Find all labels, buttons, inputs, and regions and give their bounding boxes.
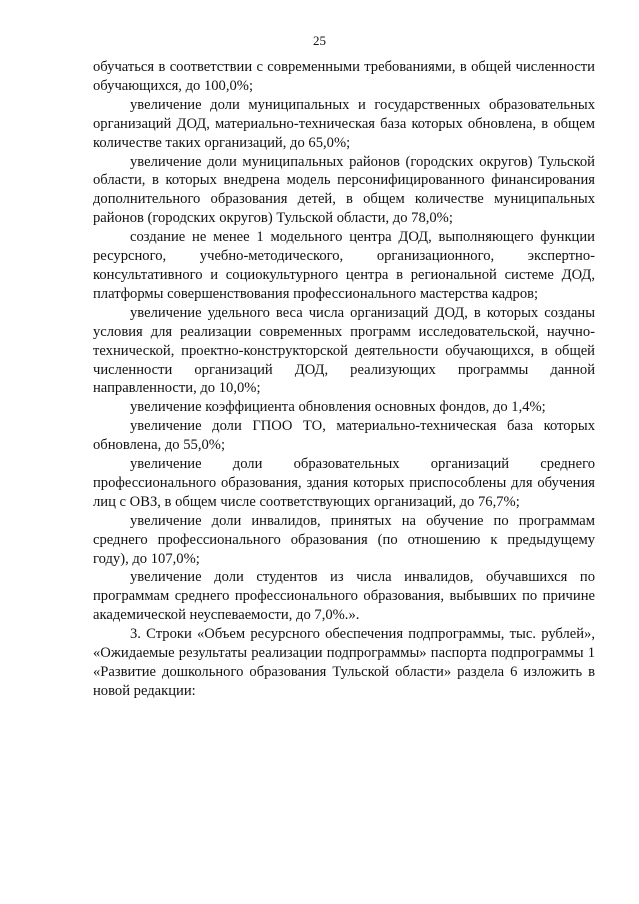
paragraph-item: увеличение доли ГПОО ТО, материально-техническая база которых обновлена, до 55,0%; — [93, 418, 595, 454]
paragraph-item: увеличение доли студентов из числа инвалидов, обучавшихся по программам среднего профессионального образования, выбывших по причине академической неуспеваемости, до 7,0%.». — [93, 569, 595, 624]
paragraph-item: увеличение доли инвалидов, принятых на обучение по программам среднего профессионального образования (по отношению к предыдущему году), до 107,0%; — [93, 512, 595, 567]
document-body — [93, 58, 595, 701]
paragraph-section-3: 3. Строки «Объем ресурсного обеспечения подпрограммы, тыс. рублей», «Ожидаемые результаты реализации подпрограммы» паспорта подпрограммы 1 «Развитие дошкольного образования Тульской области» раздела 6 изложить в новой редакции: — [93, 626, 595, 699]
paragraph-item: увеличение доли образовательных организаций среднего профессионального образования, здания которых приспособлены для обучения лиц с ОВЗ, в общем числе соответствующих организаций, до 76,7%; — [93, 456, 595, 510]
paragraph-item: увеличение доли муниципальных районов (городских округов) Тульской области, в которых внедрена модель персонифицированного финансирования дополнительного образования детей, в общем количестве муниципальных районов (городских округов) Тульской области, до 78,0%; — [93, 153, 595, 227]
page-number: 25 — [313, 33, 326, 48]
paragraph-item: увеличение удельного веса числа организаций ДОД, в которых созданы условия для реализации современных программ исследовательской, научно-технической, проектно-конструкторской деятельности обучающихся, в общей численности организаций ДОД, реализующих программы данной направленности, до 10,0%; — [93, 304, 595, 397]
paragraph-item: увеличение коэффициента обновления основных фондов, до 1,4%; — [130, 399, 546, 416]
paragraph-continuation: обучаться в соответствии с современными требованиями, в общей численности обучающихся, до 100,0%; — [93, 59, 595, 94]
paragraph-item: создание не менее 1 модельного центра ДОД, выполняющего функции ресурсного, учебно-методического, организационного, экспертно-консультативного и социокультурного центра в региональной системе ДОД, платформы совершенствования профессионального мастерства кадров; — [93, 229, 595, 302]
paragraph-item: увеличение доли муниципальных и государственных образовательных организаций ДОД, материально-техническая база которых обновлена, в общем количестве таких организаций, до 65,0%; — [93, 96, 595, 151]
